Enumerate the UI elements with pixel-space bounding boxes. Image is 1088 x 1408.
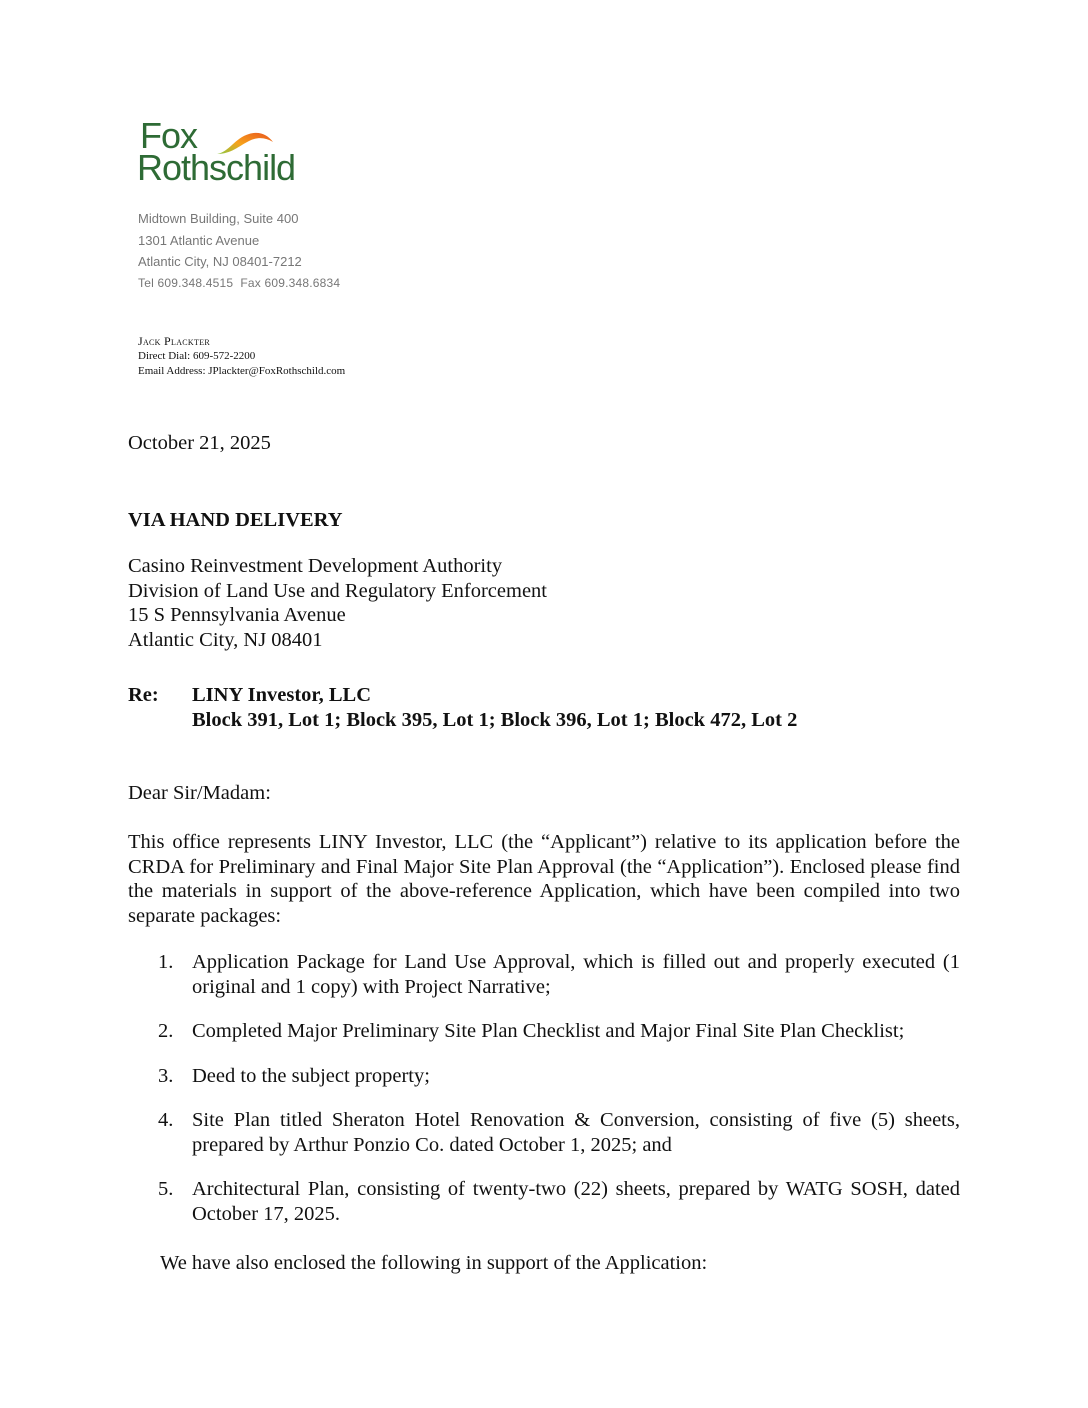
- re-subject: [192, 683, 797, 732]
- list-item: [128, 1108, 960, 1157]
- recipient-address: [128, 554, 547, 652]
- list-item-number: 1.: [158, 951, 174, 973]
- re-label: Re:: [128, 684, 159, 706]
- address-line-2: 1301 Atlantic Avenue: [138, 232, 260, 248]
- logo-text-fox: Fox: [140, 115, 198, 156]
- list-item-number: 3.: [158, 1064, 174, 1087]
- intro-paragraph: This office represents LINY Investor, LLC (the “Applicant”) relative to its application before the CRDA for Preliminary and Final Major Site Plan Approval (the “Application”). Enclosed please find the materials in support of the above-reference Application, which have been compiled into two separate packages:: [128, 831, 960, 927]
- list-item-text: Site Plan titled Sheraton Hotel Renovation & Conversion, consisting of five (5) sheets, prepared by Arthur Ponzio Co. dated October 1, 2025; and: [192, 1109, 960, 1156]
- list-item: [128, 1064, 960, 1089]
- recipient-line-2: Division of Land Use and Regulatory Enforcement: [128, 579, 547, 602]
- list-item-number: 4.: [158, 1109, 174, 1131]
- delivery-method: VIA HAND DELIVERY: [128, 509, 343, 531]
- list-item: [128, 1019, 960, 1044]
- office-address: [138, 208, 340, 294]
- fox-rothschild-logo: [137, 115, 317, 190]
- re-line-1: LINY Investor, LLC: [192, 684, 372, 706]
- address-line-3: Atlantic City, NJ 08401-7212: [138, 254, 302, 269]
- attorney-contact: [138, 334, 345, 379]
- recipient-line-4: Atlantic City, NJ 08401: [128, 628, 323, 651]
- address-line-1: Midtown Building, Suite 400: [138, 211, 299, 226]
- re-line-2: Block 391, Lot 1; Block 395, Lot 1; Block 396, Lot 1; Block 472, Lot 2: [192, 708, 798, 731]
- list-item-number: 2.: [158, 1020, 174, 1042]
- phone-fax-line: Tel 609.348.4515 Fax 609.348.6834: [138, 275, 341, 290]
- list-item: [128, 950, 960, 999]
- attorney-direct-dial: Direct Dial: 609-572-2200: [138, 350, 256, 362]
- list-item: [128, 1177, 960, 1226]
- enclosed-packages-list: [128, 950, 960, 1246]
- letter-date: October 21, 2025: [128, 432, 271, 454]
- list-item-text: Application Package for Land Use Approval, which is filled out and properly executed (1 original and 1 copy) with Project Narrative;: [192, 951, 960, 998]
- salutation: Dear Sir/Madam:: [128, 782, 271, 804]
- list-item-number: 5.: [158, 1178, 174, 1200]
- recipient-line-3: 15 S Pennsylvania Avenue: [128, 604, 346, 626]
- logo-text-rothschild: Rothschild: [137, 147, 296, 188]
- recipient-line-1: Casino Reinvestment Development Authority: [128, 555, 503, 577]
- attorney-name: Jack Plackter: [138, 334, 211, 348]
- attorney-email: Email Address: JPlackter@FoxRothschild.com: [138, 365, 346, 377]
- list-item-text: Completed Major Preliminary Site Plan Checklist and Major Final Site Plan Checklist;: [192, 1020, 905, 1042]
- additional-enclosures-intro: We have also enclosed the following in support of the Application:: [160, 1252, 708, 1274]
- list-item-text: Deed to the subject property;: [192, 1064, 430, 1087]
- list-item-text: Architectural Plan, consisting of twenty-two (22) sheets, prepared by WATG SOSH, dated October 17, 2025.: [192, 1178, 960, 1225]
